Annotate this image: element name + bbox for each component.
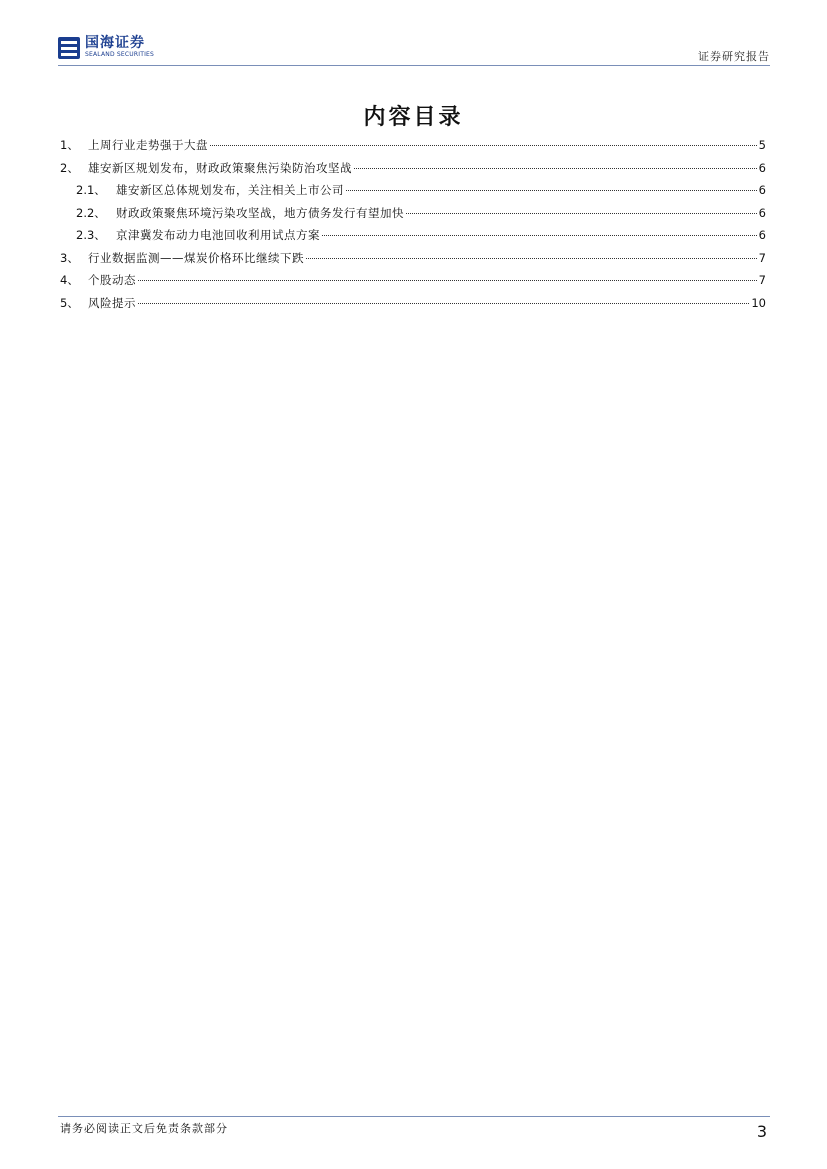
toc-entry-label: 风险提示 — [88, 295, 136, 310]
toc-entry-number: 3、 — [60, 250, 79, 265]
toc-entry[interactable] — [60, 137, 766, 160]
toc-entry-page: 7 — [758, 250, 766, 265]
toc-entry[interactable] — [60, 272, 766, 295]
disclaimer-notice: 请务必阅读正文后免责条款部分 — [60, 1122, 228, 1135]
toc-entry-label: 行业数据监测——煤炭价格环比继续下跌 — [88, 250, 304, 265]
toc-dot-leader — [210, 145, 757, 146]
toc-dot-leader — [346, 190, 757, 191]
toc-entry-page: 5 — [758, 138, 766, 152]
toc-dot-leader — [354, 168, 757, 169]
toc-entry[interactable] — [60, 160, 766, 183]
toc-entry-number: 2.1、 — [76, 183, 106, 197]
company-logo — [58, 36, 154, 59]
toc-title: 内容目录 — [363, 105, 464, 130]
toc-entry[interactable] — [60, 295, 766, 318]
logo-english-name: SEALAND SECURITIES — [85, 51, 155, 58]
toc-entry-page: 6 — [758, 160, 766, 175]
toc-dot-leader — [138, 280, 757, 281]
toc-entry-number: 5、 — [60, 295, 79, 310]
toc-entry-label: 雄安新区总体规划发布，关注相关上市公司 — [116, 183, 344, 197]
toc-entry-number: 4、 — [60, 273, 79, 287]
toc-entry-label: 个股动态 — [88, 273, 136, 287]
toc-entry-page: 6 — [758, 183, 766, 197]
toc-entry-page: 7 — [758, 273, 766, 287]
toc-dot-leader — [322, 235, 757, 236]
toc-entry-page: 6 — [758, 205, 766, 220]
toc-entry-label: 京津冀发布动力电池回收利用试点方案 — [116, 228, 320, 242]
footer-divider — [58, 1116, 770, 1117]
toc-entry[interactable] — [60, 250, 766, 273]
toc-entry-number: 2.2、 — [76, 205, 106, 220]
toc-entry-page: 10 — [751, 295, 766, 310]
logo-chinese-name: 国海证券 — [85, 35, 145, 51]
toc-entry-number: 1、 — [60, 138, 79, 152]
toc-entry-number: 2.3、 — [76, 228, 106, 242]
toc-subentry[interactable] — [60, 227, 766, 250]
page-header — [58, 34, 770, 66]
toc-entry-label: 上周行业走势强于大盘 — [88, 138, 208, 152]
header-divider — [58, 65, 770, 66]
report-type-label: 证券研究报告 — [698, 50, 770, 63]
sealand-logo-icon — [58, 37, 80, 59]
table-of-contents — [60, 137, 766, 317]
toc-entry-label: 财政政策聚焦环境污染攻坚战，地方债务发行有望加快 — [116, 205, 404, 220]
toc-entry-number: 2、 — [60, 160, 79, 175]
toc-dot-leader — [138, 303, 749, 304]
page-number: 3 — [756, 1122, 767, 1141]
toc-entry-page: 6 — [758, 228, 766, 242]
toc-subentry[interactable] — [60, 205, 766, 228]
toc-entry-label: 雄安新区规划发布，财政政策聚焦污染防治攻坚战 — [88, 160, 352, 175]
toc-dot-leader — [306, 258, 757, 259]
toc-subentry[interactable] — [60, 182, 766, 205]
toc-dot-leader — [406, 213, 757, 214]
